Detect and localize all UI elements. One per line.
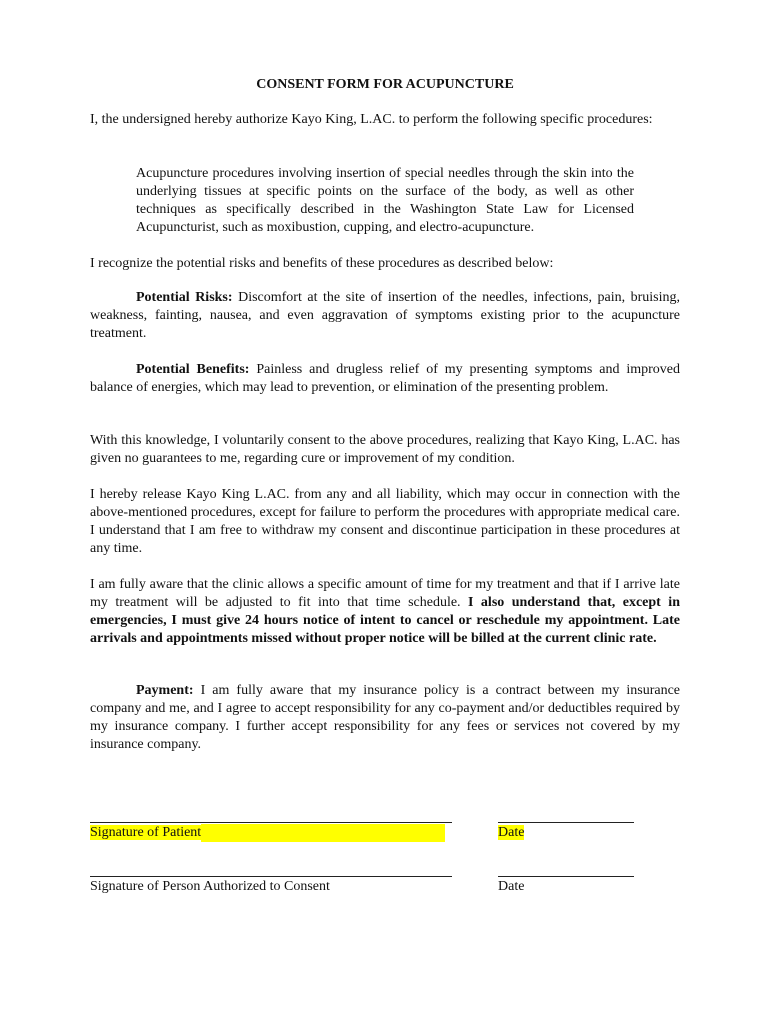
intro-paragraph: I, the undersigned hereby authorize Kayo King, L.AC. to perform the following specific procedures: — [90, 112, 653, 127]
patient-signature-label — [90, 824, 445, 842]
late-bold-text: I also understand that, except in emergencies, I must give 24 hours notice of intent to cancel or reschedule my appointment. Late arrivals and appointments missed without proper notice will be billed at the current clinic rate. — [90, 595, 680, 646]
authorized-date-label: Date — [498, 879, 525, 894]
risks-label: Potential Risks: — [136, 290, 233, 305]
benefits-paragraph — [90, 361, 680, 397]
authorized-signature-label: Signature of Person Authorized to Consent — [90, 879, 330, 894]
release-paragraph: I hereby release Kayo King L.AC. from any and all liability, which may occur in connection with the above-mentioned procedures, except for failure to perform the procedures with appropriate medical care. I understand that I am free to withdraw my consent and discontinue participation in these procedures at any time. — [90, 487, 680, 556]
patient-date-text: Date — [498, 825, 525, 840]
benefits-label: Potential Benefits: — [136, 362, 250, 377]
authorized-date-line[interactable] — [498, 876, 634, 877]
patient-date-label — [498, 824, 524, 842]
risks-text: Discomfort at the site of insertion of the needles, infections, pain, bruising, weakness, fainting, nausea, and even aggravation of symptoms existing prior to the acupuncture treatment. — [90, 290, 681, 341]
recognize-paragraph: I recognize the potential risks and benefits of these procedures as described below: — [90, 256, 554, 271]
patient-date-line[interactable] — [498, 822, 634, 823]
patient-signature-line[interactable] — [90, 822, 452, 823]
risks-paragraph — [90, 289, 680, 343]
authorized-signature-line[interactable] — [90, 876, 452, 877]
procedures-paragraph: Acupuncture procedures involving insertion of special needles through the skin into the underlying tissues at specific points on the surface of the body, as well as other techniques as specifically described in the Washington State Law for Licensed Acupuncturist, such as moxibustion, cupping, and electro-acupuncture. — [136, 166, 634, 235]
form-title: CONSENT FORM FOR ACUPUNCTURE — [256, 77, 514, 92]
payment-paragraph — [90, 682, 680, 754]
benefits-text: Painless and drugless relief of my presenting symptoms and improved balance of energies, which may lead to prevention, or elimination of the presenting problem. — [90, 362, 681, 395]
payment-text: I am fully aware that my insurance policy is a contract between my insurance company and me, and I agree to accept responsibility for any co-payment and/or deductibles required by my insurance company. I further accept responsibility for any fees or services not covered by my insurance company. — [90, 683, 680, 752]
payment-label: Payment: — [136, 683, 194, 698]
highlight-fill — [201, 824, 445, 842]
patient-signature-text: Signature of Patient — [90, 825, 202, 840]
late-text: I am fully aware that the clinic allows a specific amount of time for my treatment and that if I arrive late my treatment will be adjusted to fit into that time schedule. — [90, 577, 680, 610]
knowledge-paragraph: With this knowledge, I voluntarily consent to the above procedures, realizing that Kayo King, L.AC. has given no guarantees to me, regarding cure or improvement of my condition. — [90, 433, 680, 466]
late-arrival-paragraph — [90, 576, 680, 648]
